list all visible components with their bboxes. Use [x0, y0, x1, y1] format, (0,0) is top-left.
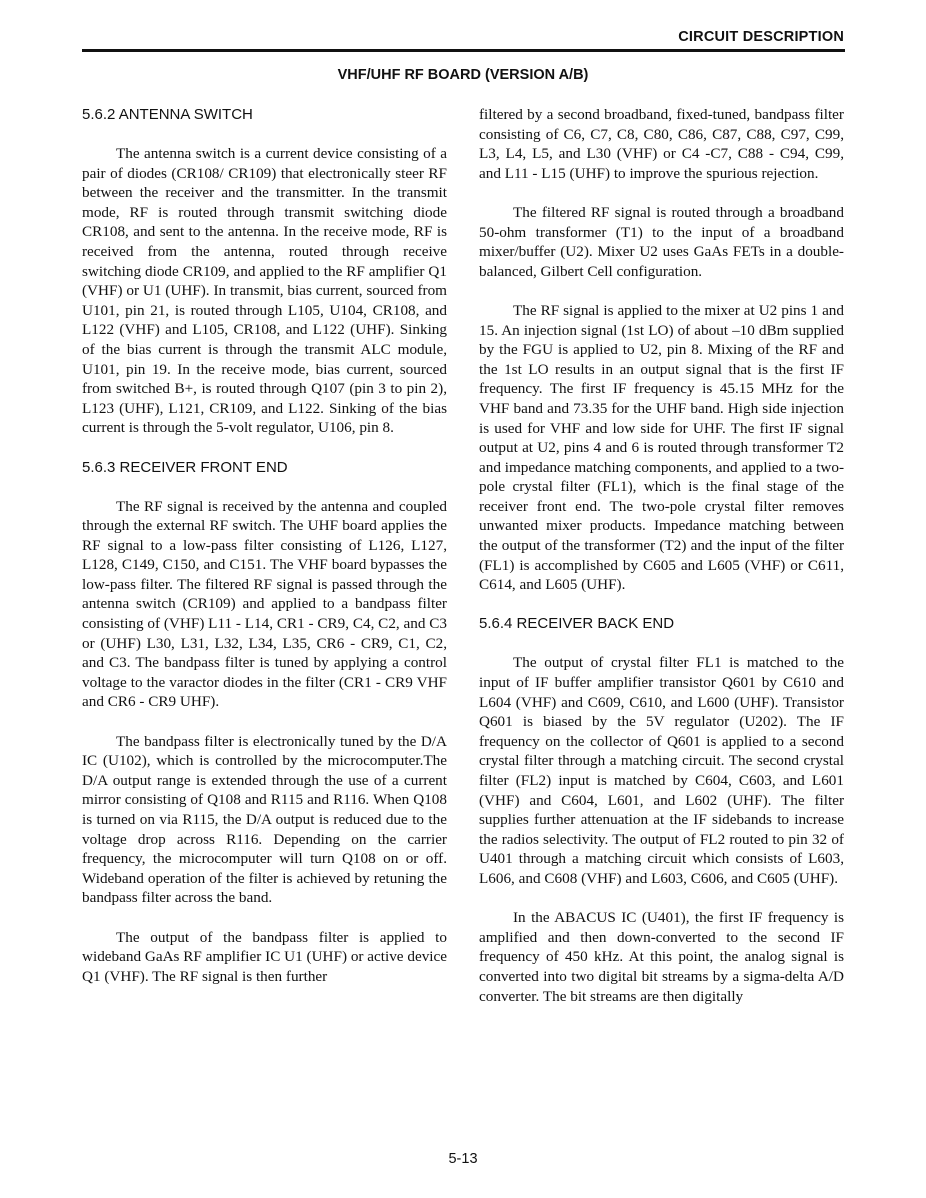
- paragraph-front-end-3: The output of the bandpass filter is applied to wideband GaAs RF amplifier IC U1 (UHF) or active device Q1 (VHF). The RF signal is then further: [82, 928, 447, 985]
- heading-receiver-back-end: 5.6.4 RECEIVER BACK END: [479, 615, 675, 633]
- section-header-title: CIRCUIT DESCRIPTION: [678, 29, 844, 45]
- paragraph-antenna-switch: The antenna switch is a current device consisting of a pair of diodes (CR108/ CR109) that electronically steer RF between the receiver and the transmitter. In the transmit mode, RF is routed through transmit switching diode CR108, and sent to the antenna. In the receive mode, RF is received from the antenna, routed through receive switching diode CR109, and applied to the RF amplifier Q1 (VHF) or U1 (UHF). In transmit, bias current, sourced from U101, pin 21, is routed through L105, U104, CR108, and L122 (VHF) and L105, CR108, and L122 (UHF). Sinking of the bias current is through the transmit ALC module, U101, pin 19. In the receive mode, bias current, sourced from switched B+, is routed through Q107 (pin 3 to pin 2), L123 (UHF), L121, CR109, and L122. Sinking of the bias current is through the 5-volt regulator, U106, pin 8.: [82, 145, 447, 437]
- heading-antenna-switch: 5.6.2 ANTENNA SWITCH: [82, 106, 253, 123]
- page-subtitle: VHF/UHF RF BOARD (VERSION A/B): [337, 67, 589, 83]
- paragraph-back-end-2: In the ABACUS IC (U401), the first IF frequency is amplified and then down-converted to the second IF frequency of 450 kHz. At this point, the analog signal is converted into two digital bit streams by a sigma-delta A/D converter. The bit streams are then digitally: [479, 909, 844, 1005]
- right-column: [479, 105, 844, 1006]
- header-rule: [82, 49, 845, 52]
- paragraph-front-end-continued: filtered by a second broadband, fixed-tuned, bandpass filter consisting of C6, C7, C8, C80, C86, C87, C88, C97, C99, L3, L4, L5, and L30 (VHF) or C4 -C7, C88 - C94, C99, and L11 - L15 (UHF) to improve the spurious rejection.: [479, 106, 844, 182]
- left-column: [82, 105, 447, 986]
- heading-receiver-front-end: 5.6.3 RECEIVER FRONT END: [82, 458, 288, 476]
- paragraph-front-end-1: The RF signal is received by the antenna and coupled through the external RF switch. The UHF board applies the RF signal to a low-pass filter consisting of L126, L127, L128, C149, C150, and C151. The VHF board bypasses the low-pass filter. The filtered RF signal is passed through the antenna switch (CR109) and applied to a bandpass filter consisting of (VHF) L11 - L14, CR1 - CR9, C4, C2, and C3 or (UHF) L30, L31, L32, L34, L35, CR6 - CR9, C1, C2, and C3. The bandpass filter is tuned by applying a control voltage to the varactor diodes in the filter (CR1 - CR9 VHF and CR6 - CR9 UHF).: [82, 497, 447, 711]
- paragraph-front-end-2: The bandpass filter is electronically tuned by the D/A IC (U102), which is controlled by the microcomputer.The D/A output range is extended through the use of a current mirror consisting of Q108 and R115 and R116. When Q108 is turned on via R115, the D/A output is reduced due to the voltage drop across R116. Depending on the carrier frequency, the microcomputer will turn Q108 on or off. Wideband operation of the filter is achieved by retuning the bandpass filter across the band.: [82, 732, 447, 907]
- page-number: 5-13: [448, 1151, 478, 1167]
- paragraph-back-end-1: The output of crystal filter FL1 is matched to the input of IF buffer amplifier transistor Q601 by C610 and L604 (VHF) and C609, C610, and L600 (UHF). Transistor Q601 is biased by the 5V regulator (U202). The IF frequency on the collector of Q601 is applied to a second crystal filter through a matching circuit. The second crystal filter (FL2) input is matched by C604, C603, and L601 (VHF) and C604, L601, and L602 (UHF). The filter supplies further attenuation at the IF sidebands to increase the radios selectivity. The output of FL2 routed to pin 32 of U401 through a matching circuit which consists of L603, L606, and C608 (VHF) and L603, C606, and C605 (UHF).: [479, 654, 844, 887]
- paragraph-front-end-5: The RF signal is applied to the mixer at U2 pins 1 and 15. An injection signal (1st LO) of about –10 dBm supplied by the FGU is applied to U2, pin 8. Mixing of the RF and the 1st LO results in an output signal that is the first IF frequency. The first IF frequency is 45.15 MHz for the VHF band and 73.35 for the UHF band. High side injection is used for VHF and low side for UHF. The first IF signal output at U2, pins 4 and 6 is routed through transformer T2 and impedance matching components, and applied to a two-pole crystal filter (FL1), which is the final stage of the receiver front end. The two-pole crystal filter removes unwanted mixer products. Impedance matching between the output of the transformer (T2) and the input of the filter (FL1) is accomplished by C605 and L605 (VHF) or C611, C614, and L605 (UHF).: [479, 301, 844, 594]
- paragraph-front-end-4: The filtered RF signal is routed through a broadband 50-ohm transformer (T1) to the input of a broadband mixer/buffer (U2). Mixer U2 uses GaAs FETs in a double-balanced, Gilbert Cell configuration.: [479, 203, 844, 280]
